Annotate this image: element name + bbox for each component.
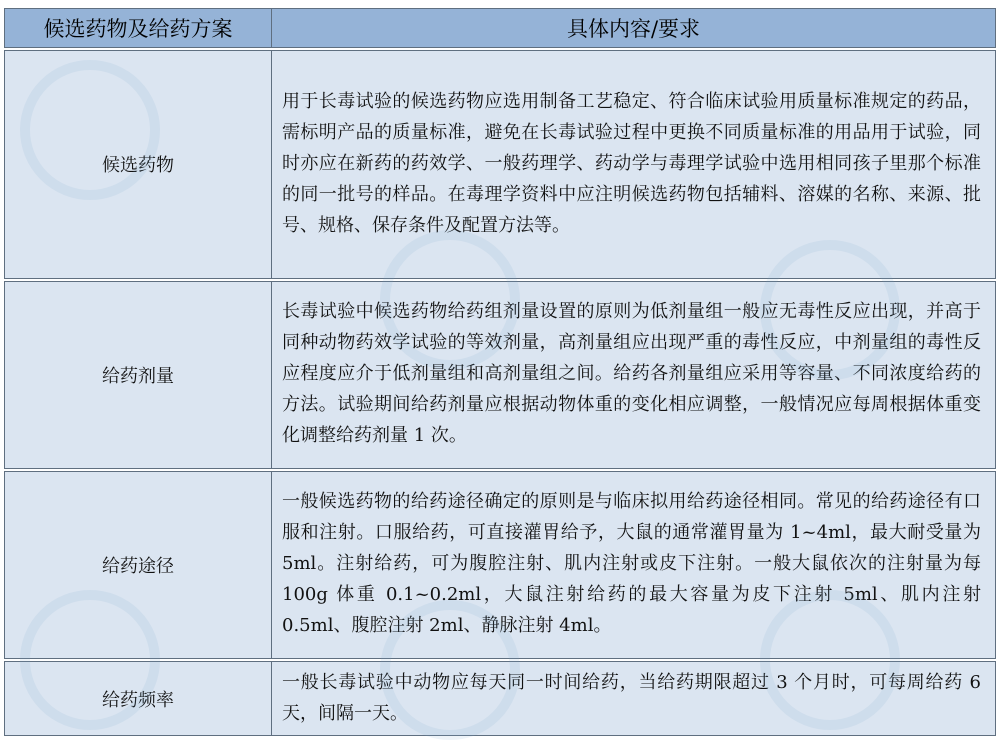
table-row <box>4 471 996 659</box>
header-requirements: 具体内容/要求 <box>272 8 996 48</box>
row-label-route: 给药途径 <box>4 471 272 659</box>
table-header-row <box>4 8 996 48</box>
row-content-frequency: 一般长毒试验中动物应每天同一时间给药，当给药期限超过 3 个月时，可每周给药 6 天，间隔一天。 <box>272 661 996 736</box>
table-row <box>4 50 996 279</box>
table-row <box>4 281 996 469</box>
row-label-frequency: 给药频率 <box>4 661 272 736</box>
row-content-candidate-drug: 用于长毒试验的候选药物应选用制备工艺稳定、符合临床试验用质量标准规定的药品，需标明产品的质量标准，避免在长毒试验过程中更换不同质量标准的用品用于试验，同时亦应在新药的药效学、一般药理学、药动学与毒理学试验中选用相同孩子里那个标准的同一批号的样品。在毒理学资料中应注明候选药物包括辅料、溶媒的名称、来源、批号、规格、保存条件及配置方法等。 <box>272 50 996 279</box>
row-label-candidate-drug: 候选药物 <box>4 50 272 279</box>
header-regimen: 候选药物及给药方案 <box>4 8 272 48</box>
dosing-regimen-table <box>4 6 996 738</box>
row-content-route: 一般候选药物的给药途径确定的原则是与临床拟用给药途径相同。常见的给药途径有口服和注射。口服给药，可直接灌胃给予，大鼠的通常灌胃量为 1~4ml，最大耐受量为 5ml。注射给药，可为腹腔注射、肌内注射或皮下注射。一般大鼠依次的注射量为每 100g 体重 0.1~0.2ml，大鼠注射给药的最大容量为皮下注射 5ml、肌内注射 0.5ml、腹腔注射 2ml、静脉注射 4ml。 <box>272 471 996 659</box>
dosing-table-frame <box>4 6 996 738</box>
table-row <box>4 661 996 736</box>
row-label-dose: 给药剂量 <box>4 281 272 469</box>
row-content-dose: 长毒试验中候选药物给药组剂量设置的原则为低剂量组一般应无毒性反应出现，并高于同种动物药效学试验的等效剂量，高剂量组应出现严重的毒性反应，中剂量组的毒性反应程度应介于低剂量组和高剂量组之间。给药各剂量组应采用等容量、不同浓度给药的方法。试验期间给药剂量应根据动物体重的变化相应调整，一般情况应每周根据体重变化调整给药剂量 1 次。 <box>272 281 996 469</box>
